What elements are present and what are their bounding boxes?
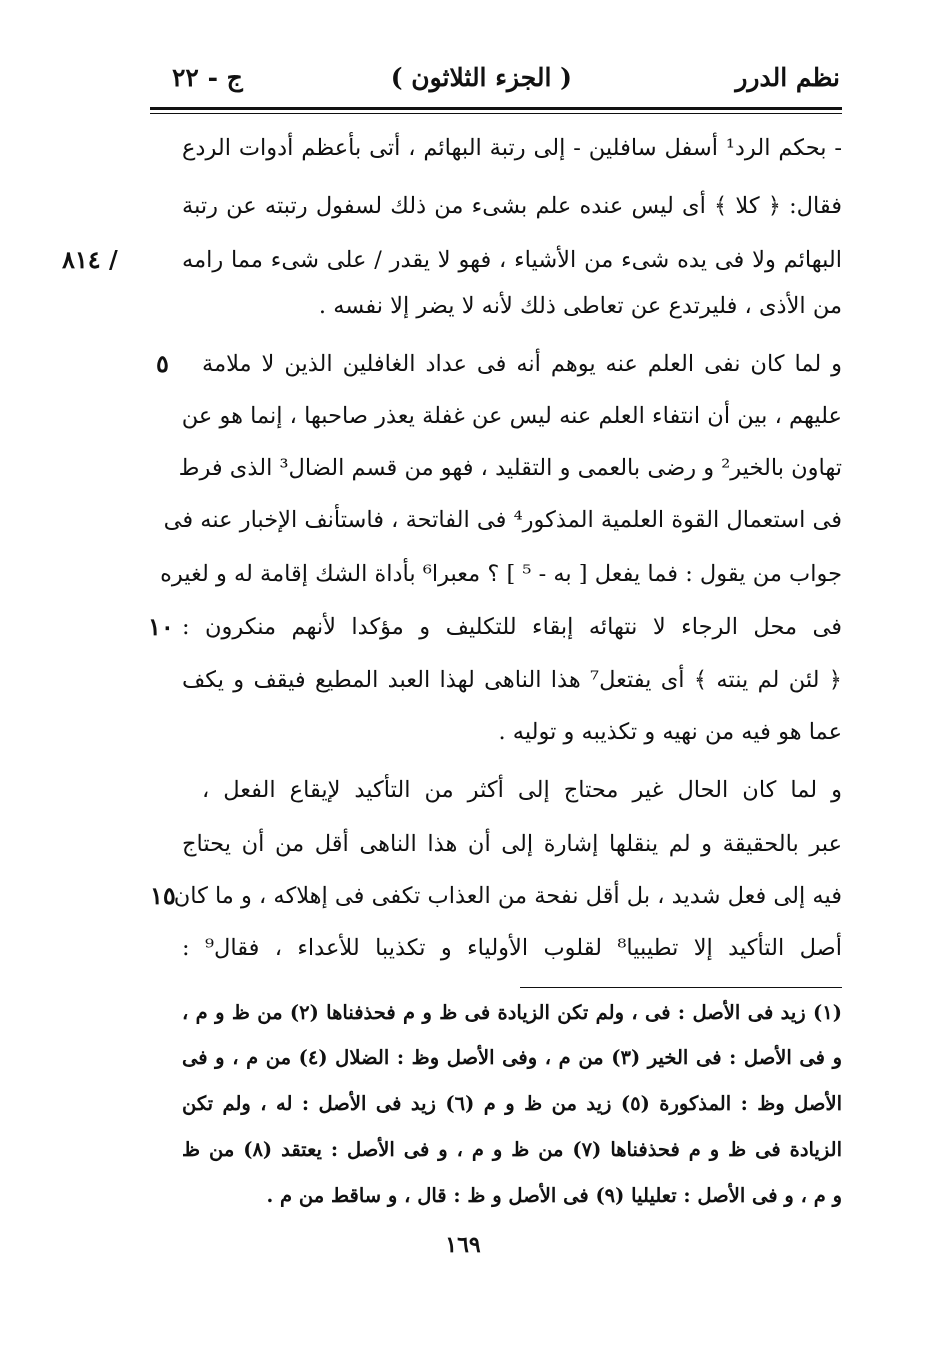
text-line: عما هو فيه من نهيه و تكذيبه و توليه . <box>498 719 842 745</box>
text-line: و لما كان الحال غير محتاج إلى أكثر من التأكيد لإيقاع الفعل ، <box>202 777 842 803</box>
text-line: ﴿ لئن لم ينته ﴾ أى يفتعل⁷ هذا الناهى لهذا العبد المطيع فيقف و يكف <box>182 667 842 693</box>
text-line: تهاون بالخير² و رضى بالعمى و التقليد ، فهو من قسم الضال³ الذى فرط <box>178 455 842 481</box>
folio-marker: / ٨١٤ <box>62 245 118 274</box>
header-rule-thin <box>150 113 842 114</box>
running-header <box>150 58 840 100</box>
text-line: فقال: ﴿ كلا ﴾ أى ليس عنده علم بشىء من ذلك لسفول رتبته عن رتبة <box>182 193 842 219</box>
text-line: أصل التأكيد إلا تطيبيا⁸ لقلوب الأولياء و تكذيبا للأعداء ، فقال⁹ : <box>182 935 842 961</box>
text-line: البهائم ولا فى يده شىء من الأشياء ، فهو لا يقدر / على شىء مما رامه <box>182 247 842 273</box>
part-title: ( الجزء الثلاثون ) <box>390 63 572 92</box>
footnote-line: و م ، و فى الأصل : تعليليا (٩) فى الأصل و ظ : قال ، و ساقط من م . <box>266 1184 842 1207</box>
text-line: فى محل الرجاء لا نتهائه إبقاء للتكليف و مؤكدا لأنهم منكرون : <box>182 614 842 640</box>
line-number-5: ٥ <box>156 349 169 378</box>
text-line: و لما كان نفى العلم عنه يوهم أنه فى عداد الغافلين الذين لا ملامة <box>202 351 842 377</box>
line-number-10: ١٠ <box>148 612 174 641</box>
volume-label: ج - ٢٢ <box>172 63 243 92</box>
text-line: عبر بالحقيقة و لم ينقلها إشارة إلى أن هذا الناهى أقل من أن يحتاج <box>182 831 842 857</box>
footnote-line: الزيادة فى ظ و م فحذفناها (٧) من ظ و م ، و فى الأصل : يعتقد (٨) من ظ <box>182 1138 843 1161</box>
footnote-line: الأصل وظ : المذكورة (٥) زيد من ظ و م (٦) زيد فى الأصل : له ، ولم تكن <box>182 1092 842 1115</box>
text-line: جواب من يقول : فما يفعل [ به - ⁵ ] ؟ معبرا⁶ بأداة الشك إقامة له و لغيره <box>160 561 842 587</box>
page-number: ١٦٩ <box>445 1232 481 1258</box>
footnote-line: (١) زيد فى الأصل : فى ، ولم تكن الزيادة فى ظ و م فحذفناها (٢) من ظ و م ، <box>182 1001 842 1024</box>
text-line: فيه إلى فعل شديد ، بل أقل نفحة من العذاب تكفى فى إهلاكه ، و ما كان <box>173 883 842 909</box>
footnote-separator <box>520 987 842 988</box>
header-rule-thick <box>150 107 842 110</box>
text-line: عليهم ، بين أن انتفاء العلم عنه ليس عن غفلة يعذر صاحبها ، إنما هو عن <box>181 403 842 429</box>
text-line: فى استعمال القوة العلمية المذكور⁴ فى الفاتحة ، فاستأنف الإخبار عنه فى <box>163 507 842 533</box>
line-number-15: ١٥ <box>150 881 176 910</box>
text-line: من الأذى ، فليرتدع عن تعاطى ذلك لأنه لا يضر إلا نفسه . <box>318 293 842 319</box>
book-title: نظم الدرر <box>735 63 840 92</box>
text-line: - بحكم الرد¹ أسفل سافلين - إلى رتبة البهائم ، أتى بأعظم أدوات الردع <box>182 135 842 161</box>
footnote-line: و فى الأصل : فى الخير (٣) من م ، وفى الأصل وظ : الضلال (٤) من م ، و فى <box>182 1046 842 1069</box>
